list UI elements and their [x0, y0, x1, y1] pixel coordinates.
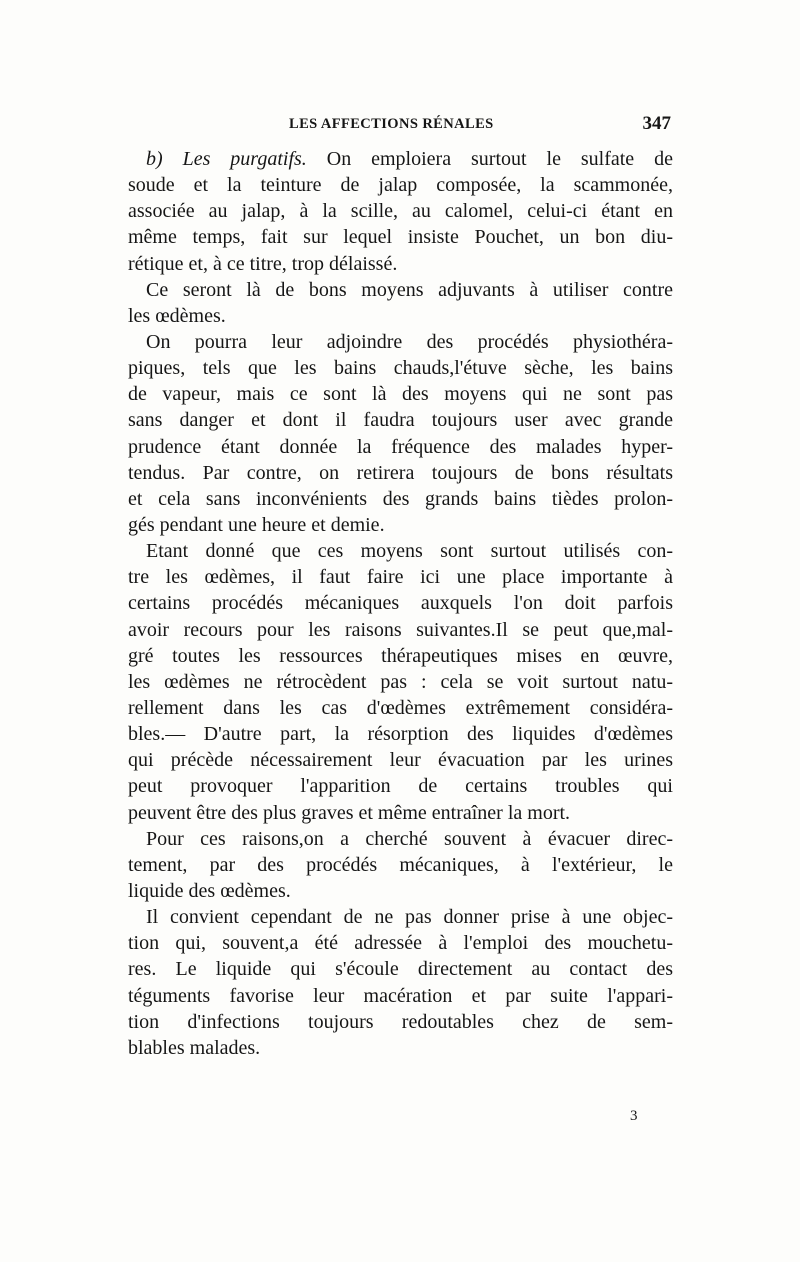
text-line: tendus. Par contre, on retirera toujours de bons résultats [128, 461, 673, 484]
text-line: et cela sans inconvénients des grands bains tièdes prolon- [128, 487, 673, 510]
text-line: gré toutes les ressources thérapeutiques mises en œuvre, [128, 644, 673, 667]
page-header [127, 114, 671, 138]
text-line: gés pendant une heure et demie. [128, 513, 385, 536]
text-line: tement, par des procédés mécaniques, à l'extérieur, le [128, 853, 673, 876]
text-line: de vapeur, mais ce sont là des moyens qui ne sont pas [128, 383, 673, 406]
text-line: tion qui, souvent,a été adressée à l'emploi des mouchetu- [128, 932, 673, 955]
text-line: même temps, fait sur lequel insiste Pouchet, un bon diu- [128, 226, 673, 249]
text-line: piques, tels que les bains chauds,l'étuve sèche, les bains [128, 357, 673, 380]
text-line: Etant donné que ces moyens sont surtout utilisés con- [146, 540, 673, 563]
section-heading: b) Les purgatifs. [146, 148, 307, 170]
text-line: liquide des œdèmes. [128, 879, 291, 902]
text-line: prudence étant donnée la fréquence des malades hyper- [128, 435, 673, 458]
text-line: blables malades. [128, 1036, 261, 1059]
text-line: avoir recours pour les raisons suivantes.Il se peut que,mal- [128, 618, 673, 641]
text-line: rellement dans les cas d'œdèmes extrêmement considéra- [128, 696, 673, 719]
text-line: téguments favorise leur macération et par suite l'appari- [128, 984, 673, 1007]
text-line: Ce seront là de bons moyens adjuvants à utiliser contre [146, 278, 673, 301]
text-line: Il convient cependant de ne pas donner prise à une objec- [146, 906, 673, 929]
text-line: On pourra leur adjoindre des procédés physiothéra- [146, 330, 673, 353]
text-line: res. Le liquide qui s'écoule directement au contact des [128, 958, 673, 981]
running-head: LES AFFECTIONS RÉNALES [289, 116, 494, 132]
text-line: certains procédés mécaniques auxquels l'on doit parfois [128, 592, 673, 615]
text-line: associée au jalap, à la scille, au calomel, celui-ci étant en [128, 200, 673, 223]
text-line: tre les œdèmes, il faut faire ici une place importante à [128, 566, 673, 589]
text-line: soude et la teinture de jalap composée, la scammonée, [128, 174, 673, 197]
text-line: peut provoquer l'apparition de certains troubles qui [128, 775, 673, 798]
body-text [128, 146, 673, 1061]
text-line: b) Les purgatifs. On emploiera surtout le sulfate de [146, 148, 673, 170]
text-line: tion d'infections toujours redoutables chez de sem- [128, 1010, 673, 1033]
text-line: qui précède nécessairement leur évacuation par les urines [128, 749, 673, 772]
page-number: 347 [642, 113, 671, 134]
text-line: rétique et, à ce titre, trop délaissé. [128, 252, 398, 275]
text-line: les œdèmes ne rétrocèdent pas : cela se voit surtout natu- [128, 670, 673, 693]
text-line: sans danger et dont il faudra toujours user avec grande [128, 409, 673, 432]
text-line: les œdèmes. [128, 304, 226, 327]
text-line: peuvent être des plus graves et même entraîner la mort. [128, 801, 571, 824]
text-line: Pour ces raisons,on a cherché souvent à évacuer direc- [146, 827, 673, 850]
signature-mark: 3 [630, 1108, 638, 1124]
text-line: bles.— D'autre part, la résorption des liquides d'œdèmes [128, 723, 673, 746]
